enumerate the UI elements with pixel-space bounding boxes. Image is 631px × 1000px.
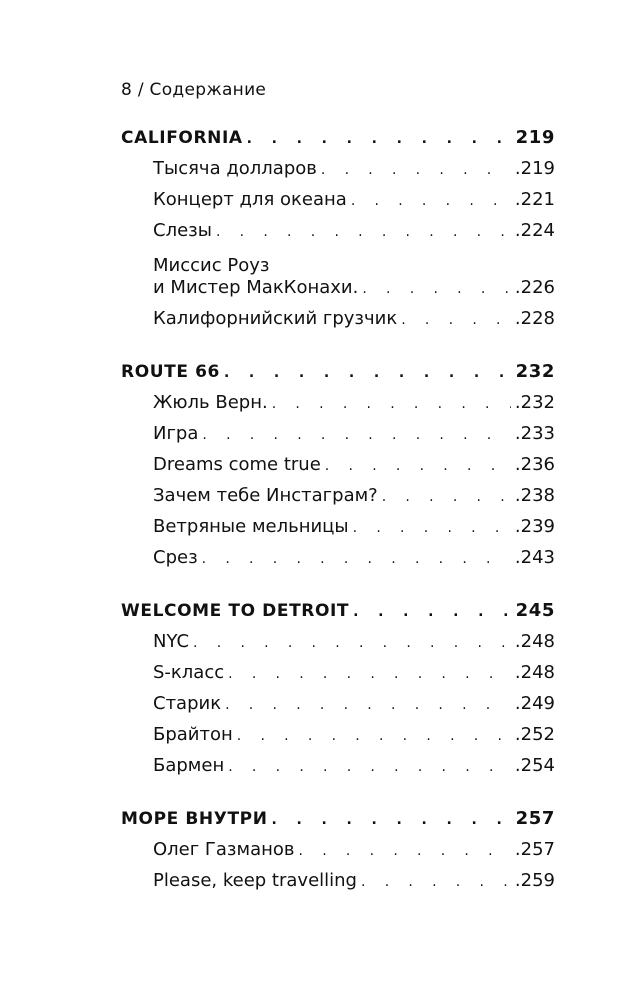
dot-leader [325, 459, 511, 473]
entry-title-line: Олег Газманов [153, 839, 295, 860]
toc-entry[interactable] [121, 715, 555, 746]
entry-page-number: .243 [514, 547, 555, 568]
entry-title [153, 423, 198, 445]
entry-page-number: .238 [514, 485, 555, 506]
entry-title-line: Игра [153, 423, 199, 444]
section-page-number: 219 [515, 127, 555, 148]
entry-title-line: Dreams come true [153, 454, 321, 475]
section-title: ROUTE 66 [121, 362, 220, 382]
entry-page-number: .236 [514, 454, 555, 475]
toc-section-heading[interactable] [121, 118, 555, 149]
dot-leader [382, 490, 511, 504]
toc-section-heading[interactable] [121, 352, 555, 383]
dot-leader [202, 552, 511, 566]
entry-title-line: Ветряные мельницы [153, 516, 349, 537]
dot-leader [272, 813, 512, 827]
toc-entry[interactable] [121, 684, 555, 715]
toc-entry[interactable] [121, 445, 555, 476]
entry-page-number: .254 [514, 755, 555, 776]
toc-section [121, 118, 555, 330]
entry-page-number: .252 [514, 724, 555, 745]
dot-leader [202, 428, 511, 442]
toc-entry[interactable] [121, 383, 555, 414]
table-of-contents [121, 118, 555, 914]
entry-page-number: .248 [514, 631, 555, 652]
dot-leader [247, 132, 512, 146]
toc-entry[interactable] [121, 653, 555, 684]
entry-title-line: Калифорнийский грузчик [153, 308, 398, 329]
entry-title-line: S-класс [153, 662, 225, 683]
dot-leader [353, 605, 512, 619]
dot-leader [401, 313, 511, 327]
toc-section [121, 591, 555, 777]
dot-leader [228, 760, 511, 774]
entry-title-line: Срез [153, 547, 198, 568]
dot-leader [228, 667, 511, 681]
dot-leader [353, 521, 511, 535]
entry-page-number: .221 [514, 189, 555, 210]
entry-title [153, 392, 268, 414]
toc-entry[interactable] [121, 746, 555, 777]
entry-title [153, 631, 189, 653]
entry-title-line: Зачем тебе Инстаграм? [153, 485, 378, 506]
dot-leader [225, 698, 511, 712]
entry-title-line: Тысяча долларов [153, 158, 317, 179]
entry-title [153, 308, 397, 330]
running-head: 8 / Содержание [121, 80, 267, 100]
entry-title-line: Брайтон [153, 724, 233, 745]
entry-title [153, 485, 378, 507]
entry-title [153, 724, 233, 746]
toc-entry[interactable] [121, 507, 555, 538]
dot-leader [224, 366, 512, 380]
entry-title [153, 255, 358, 299]
toc-entry[interactable] [121, 830, 555, 861]
entry-title [153, 189, 347, 211]
entry-title [153, 662, 224, 684]
entry-title-line: Слезы [153, 220, 212, 241]
entry-page-number: .232 [514, 392, 555, 413]
entry-title-line: Please, keep travelling [153, 870, 357, 891]
entry-page-number: .224 [514, 220, 555, 241]
dot-leader [299, 844, 511, 858]
toc-entry[interactable] [121, 414, 555, 445]
toc-section [121, 352, 555, 569]
entry-page-number: .219 [514, 158, 555, 179]
entry-page-number: .228 [514, 308, 555, 329]
dot-leader [351, 194, 511, 208]
entry-title [153, 839, 295, 861]
entry-title [153, 220, 212, 242]
toc-entry[interactable] [121, 538, 555, 569]
dot-leader [361, 875, 511, 889]
toc-section-heading[interactable] [121, 799, 555, 830]
entry-title [153, 870, 357, 892]
section-title: CALIFORNIA [121, 128, 243, 148]
toc-entry[interactable] [121, 149, 555, 180]
entry-page-number: .239 [514, 516, 555, 537]
section-title: WELCOME TO DETROIT [121, 601, 350, 621]
entry-title-line: и Мистер МакКонахи. [153, 277, 359, 298]
entry-title-line: Миссис Роуз [153, 255, 270, 276]
dot-leader [272, 397, 511, 411]
toc-section [121, 799, 555, 892]
entry-page-number: .248 [514, 662, 555, 683]
entry-page-number: .259 [514, 870, 555, 891]
dot-leader [237, 729, 511, 743]
section-page-number: 232 [515, 361, 555, 382]
dot-leader [193, 636, 511, 650]
entry-title [153, 755, 224, 777]
entry-title-line: Концерт для океана [153, 189, 347, 210]
section-page-number: 257 [515, 808, 555, 829]
toc-entry[interactable] [121, 299, 555, 330]
entry-title [153, 454, 321, 476]
toc-section-heading[interactable] [121, 591, 555, 622]
entry-page-number: .226 [514, 277, 555, 298]
entry-page-number: .233 [514, 423, 555, 444]
toc-entry[interactable] [121, 861, 555, 892]
toc-entry[interactable] [121, 211, 555, 242]
dot-leader [216, 225, 511, 239]
entry-title [153, 693, 221, 715]
section-page-number: 245 [515, 600, 555, 621]
toc-entry[interactable] [121, 476, 555, 507]
entry-title-line: Бармен [153, 755, 225, 776]
toc-entry[interactable] [121, 242, 555, 299]
entry-page-number: .249 [514, 693, 555, 714]
entry-title-line: Жюль Верн. [153, 392, 268, 413]
dot-leader [321, 163, 511, 177]
dot-leader [362, 282, 511, 296]
toc-entry[interactable] [121, 180, 555, 211]
entry-title-line: Старик [153, 693, 222, 714]
entry-title-line: NYC [153, 631, 190, 652]
entry-title [153, 547, 198, 569]
entry-page-number: .257 [514, 839, 555, 860]
section-title: МОРЕ ВНУТРИ [121, 809, 268, 829]
entry-title [153, 516, 349, 538]
entry-title [153, 158, 317, 180]
toc-entry[interactable] [121, 622, 555, 653]
